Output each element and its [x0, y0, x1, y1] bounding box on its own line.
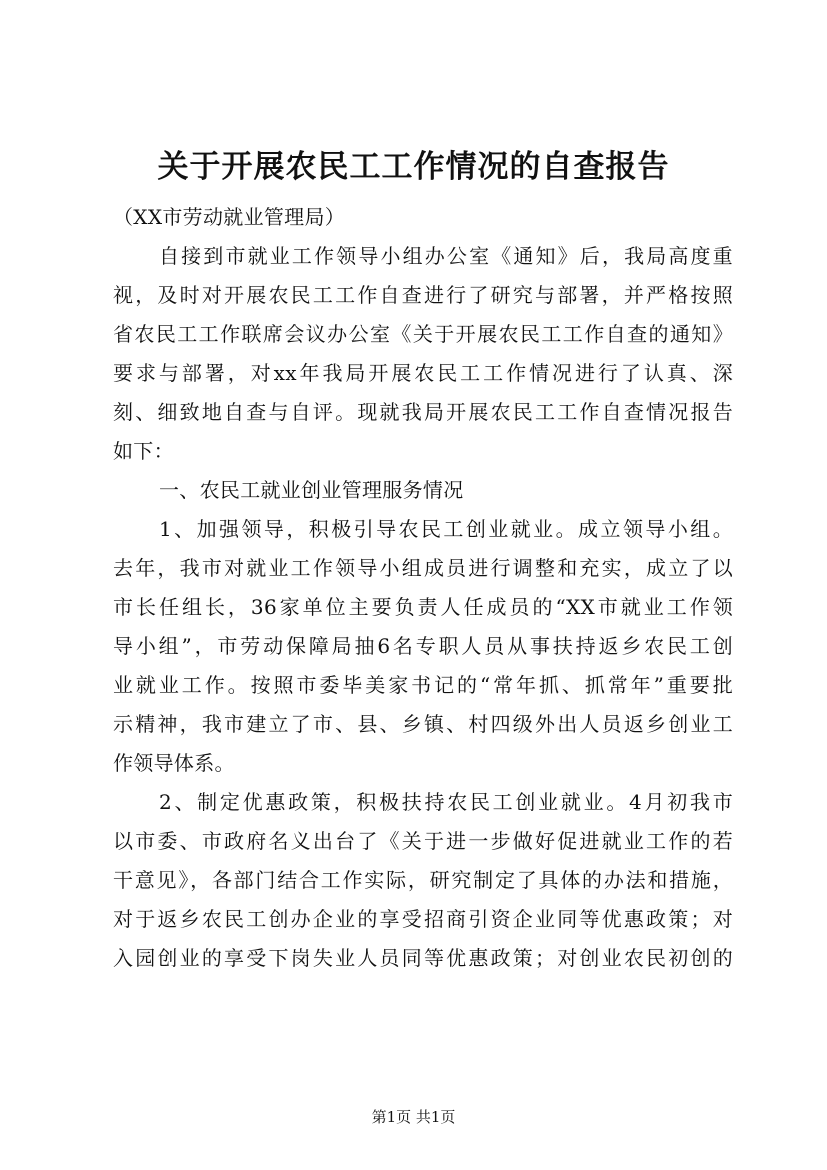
paragraph-line: 示精神，我市建立了市、县、乡镇、村四级外出人员返乡创业工: [113, 712, 733, 736]
paragraph-line: 对于返乡农民工创办企业的享受招商引资企业同等优惠政策；对: [113, 907, 733, 931]
document-title: 关于开展农民工工作情况的自查报告: [157, 149, 670, 185]
paragraph-line: 以市委、市政府名义出台了《关于进一步做好促进就业工作的若: [113, 829, 733, 853]
page-number-footer: 第1页 共1页: [371, 1108, 456, 1126]
paragraph-line: 导小组”，市劳动保障局抽6名专职人员从事扶持返乡农民工创: [113, 634, 733, 658]
paragraph-line: 刻、细致地自查与自评。现就我局开展农民工工作自查情况报告: [113, 400, 733, 424]
paragraph-line: 入园创业的享受下岗失业人员同等优惠政策；对创业农民初创的: [113, 946, 733, 970]
paragraph-line: 要求与部署，对xx年我局开展农民工工作情况进行了认真、深: [113, 361, 733, 385]
paragraph-line: 视，及时对开展农民工工作自查进行了研究与部署，并严格按照: [113, 283, 733, 307]
paragraph-line: 省农民工工作联席会议办公室《关于开展农民工工作自查的通知》: [113, 322, 733, 346]
paragraph-line: 业就业工作。按照市委毕美家书记的“常年抓、抓常年”重要批: [113, 673, 733, 697]
paragraph-line: 干意见》，各部门结合工作实际，研究制定了具体的办法和措施，: [113, 868, 733, 892]
paragraph-line: 2、制定优惠政策，积极扶持农民工创业就业。4月初我市: [159, 790, 733, 814]
section-heading: 一、农民工就业创业管理服务情况: [159, 478, 464, 502]
document-body: [113, 198, 733, 978]
paragraph-line: 如下：: [113, 439, 174, 463]
paragraph-line: 1、加强领导，积极引导农民工创业就业。成立领导小组。: [159, 517, 733, 541]
paragraph-line: 作领导体系。: [113, 751, 235, 775]
author-line: （XX市劳动就业管理局）: [113, 205, 346, 229]
paragraph-line: 去年，我市对就业工作领导小组成员进行调整和充实，成立了以: [113, 556, 733, 580]
paragraph-line: 市长任组长，36家单位主要负责人任成员的“XX市就业工作领: [113, 595, 733, 619]
paragraph-line: 自接到市就业工作领导小组办公室《通知》后，我局高度重: [159, 244, 733, 268]
